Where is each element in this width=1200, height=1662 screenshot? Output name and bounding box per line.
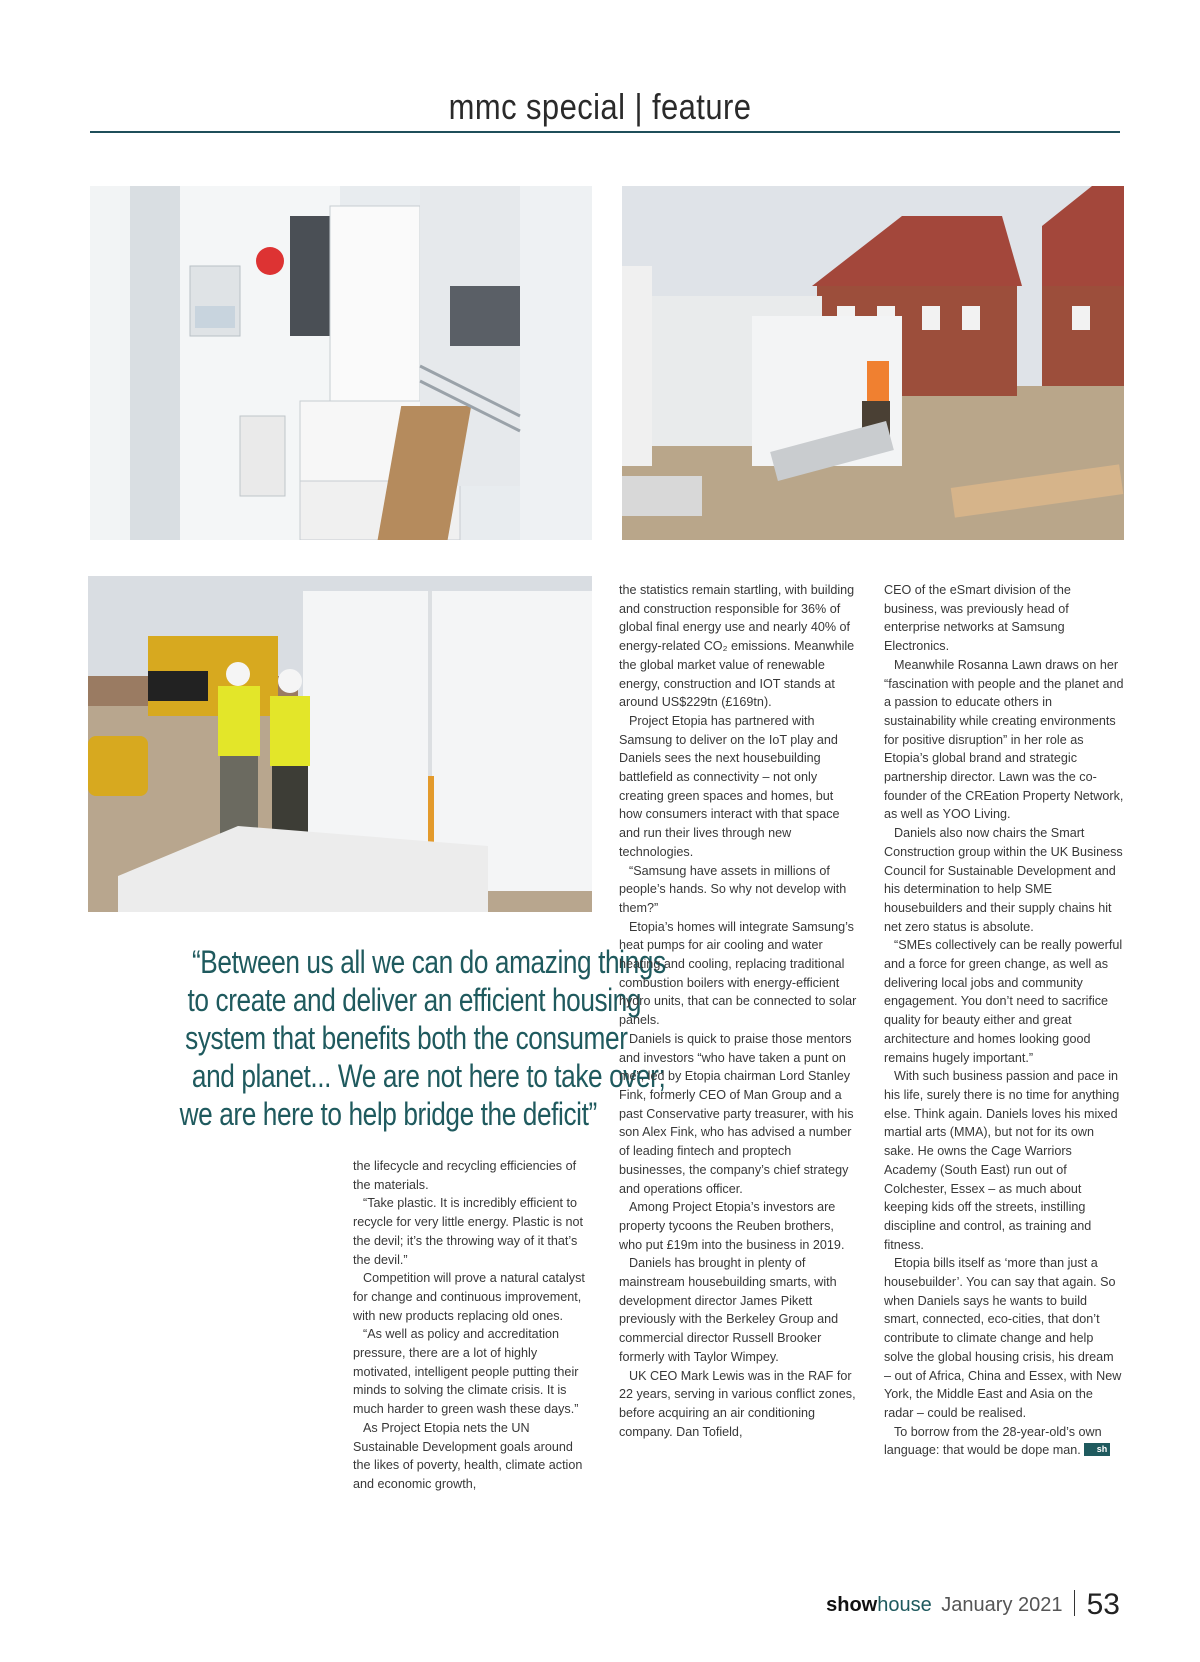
pull-quote-line: system that benefits both the consumer: [185, 1020, 628, 1056]
paragraph: UK CEO Mark Lewis was in the RAF for 22 years, serving in various conflict zones, before acquiring an air conditioning company. Dan Tofield,: [619, 1368, 856, 1439]
photo-construction-site-houses: [622, 186, 1124, 540]
paragraph: “SMEs collectively can be really powerful and a force for green change, as well as delivering local jobs and community engagement. You don’t need to sacrifice quality for beauty either and great architecture and homes looking good remains hugely important.”: [884, 938, 1123, 1065]
paragraph: As Project Etopia nets the UN Sustainable Development goals around the likes of poverty, health, climate action and economic growth,: [353, 1420, 583, 1491]
section-kind: feature: [651, 86, 752, 127]
paragraph: Daniels has brought in plenty of mainstream housebuilding smarts, with development director James Pikett previously with the Berkeley Group and commercial director Russell Brooker formerly with Taylor Wimpey.: [619, 1256, 839, 1364]
paragraph: With such business passion and pace in his life, surely there is no time for anything else. Think again. Daniels loves his mixed martial arts (MMA), but not for its own sake. He owns the Cage Warriors Academy (South East) run out of Colchester, Essex – as much about keeping kids off the streets, instilling discipline and control, as training and fitness.: [884, 1069, 1120, 1252]
paragraph: Competition will prove a natural catalyst for change and continuous improvement, with new products replacing old ones.: [353, 1271, 585, 1323]
pull-quote: [88, 943, 666, 1133]
pull-quote-line: “Between us all we can do amazing things: [191, 944, 666, 980]
section-header: [84, 86, 1116, 128]
pull-quote-line: and planet... We are not here to take over;: [191, 1058, 666, 1094]
paragraph: Daniels is quick to praise those mentors and investors “who have taken a punt on me”, led by Etopia chairman Lord Stanley Fink, formerly CEO of Man Group and a past Conservative party treasurer, with his son Alex Fink, who has advised a number of leading fintech and proptech businesses, the company’s chief strategy and operations officer.: [619, 1031, 854, 1196]
brand-house: house: [877, 1594, 932, 1616]
paragraph: the statistics remain startling, with building and construction responsible for 36% of global final energy use and nearly 40% of energy-related CO₂ emissions. Meanwhile the global market value of renewable energy, construction and IOT stands at around US$229tn (£169tn).: [619, 583, 855, 710]
paragraph: Etopia bills itself as ‘more than just a housebuilder’. You can say that again. So when Daniels says he wants to build smart, connected, eco-cities, that don’t contribute to climate change and help solve the global housing crisis, his dream – out of Africa, China and Essex, with New York, the Middle East and Asia on the radar – could be realised.: [884, 1256, 1122, 1420]
paragraph: the lifecycle and recycling efficiencies of the materials.: [353, 1159, 577, 1192]
paragraph: “As well as policy and accreditation pressure, there are a lot of highly motivated, intelligent people putting their minds to solving the climate crisis. It is much harder to green wash these days.”: [353, 1327, 579, 1417]
text-column-3: [884, 581, 1124, 1460]
footer-divider: [1074, 1590, 1075, 1616]
header-rule: [90, 131, 1120, 133]
paragraph: “Take plastic. It is incredibly efficient to recycle for very little energy. Plastic is not the devil; it’s the throwing way of it that’s the devil.”: [353, 1196, 584, 1267]
brand-show: show: [826, 1594, 878, 1616]
closing-sentence: To borrow from the 28-year-old’s own language: that would be dope man.: [884, 1424, 1102, 1458]
paragraph: Project Etopia has partnered with Samsung to deliver on the IoT play and Daniels sees the next housebuilding battlefield as connectivity – not only creating green spaces and homes, but how consumers interact with that space and run their lives through new technologies.: [619, 713, 840, 859]
paragraph: Meanwhile Rosanna Lawn draws on her “fascination with people and the planet and a passion to educate others in sustainability while creating environments for positive disruption” in her role as Etopia’s global brand and strategic partnership director. Lawn was the co-founder of the CREation Property Network, as well as YOO Living.: [884, 657, 1124, 822]
paragraph: [884, 1423, 1124, 1460]
paragraph: “Samsung have assets in millions of people’s hands. So why not develop with them?”: [619, 863, 847, 915]
page-footer: [826, 1588, 1120, 1622]
text-column-1: [353, 1157, 585, 1494]
text-column-2: [619, 581, 859, 1441]
photo-workers-wall-panel: [88, 576, 592, 912]
photo-battery-storage-unit: [90, 186, 592, 540]
paragraph: CEO of the eSmart division of the business, was previously head of enterprise networks at Samsung Electronics.: [884, 583, 1071, 654]
pull-quote-line: we are here to help bridge the deficit”: [179, 1096, 597, 1132]
issue-date: January 2021: [941, 1594, 1063, 1616]
section-name: mmc special: [448, 86, 626, 127]
paragraph: Etopia’s homes will integrate Samsung’s heat pumps for air cooling and water heating and cooling, replacing traditional combustion boilers with energy-efficient hydro units, that can be connected to solar panels.: [619, 919, 857, 1028]
paragraph: Among Project Etopia’s investors are property tycoons the Reuben brothers, who put £19m into the business in 2019.: [619, 1200, 845, 1252]
end-mark-badge: sh: [1084, 1443, 1111, 1456]
paragraph: Daniels also now chairs the Smart Construction group within the UK Business Council for Sustainable Development and his determination to help SME housebuilders and their supply chains hit net zero status is absolute.: [884, 826, 1123, 934]
header-separator: |: [634, 86, 643, 127]
page-number: 53: [1086, 1588, 1120, 1621]
pull-quote-line: to create and deliver an efficient housing: [187, 982, 642, 1018]
